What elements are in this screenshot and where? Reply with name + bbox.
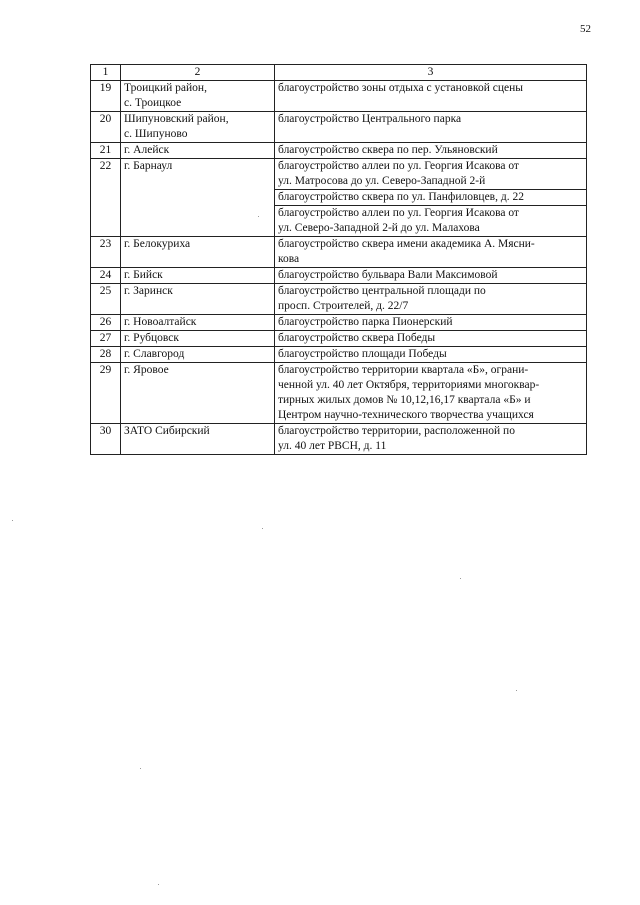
work-description-cell [275, 347, 587, 363]
locality-line: г. Заринск [124, 285, 173, 297]
locality-line: г. Яровое [124, 364, 169, 376]
table-row [91, 143, 587, 159]
locality-cell [121, 81, 275, 112]
work-description-line: благоустройство территории, расположенной по [278, 425, 515, 437]
row-number-cell: 24 [91, 268, 121, 284]
table-row [91, 81, 587, 112]
work-description-line: просп. Строителей, д. 22/7 [278, 300, 409, 312]
row-number-cell: 20 [91, 112, 121, 143]
locality-line: г. Славгород [124, 348, 185, 360]
table-row [91, 268, 587, 284]
table-row [91, 363, 587, 424]
locality-cell [121, 331, 275, 347]
work-description-cell [275, 268, 587, 284]
work-description-line: благоустройство бульвара Вали Максимовой [278, 269, 498, 281]
row-number-cell: 26 [91, 315, 121, 331]
row-number-cell: 23 [91, 237, 121, 268]
work-description-line: Центром научно-технического творчества учащихся [278, 409, 534, 421]
work-description-cell [275, 363, 587, 424]
locality-line: г. Новоалтайск [124, 316, 197, 328]
table-row [91, 424, 587, 455]
locality-line: с. Шипуново [124, 128, 188, 140]
row-number-cell: 30 [91, 424, 121, 455]
work-description-line: ул. Матросова до ул. Северо-Западной 2-й [278, 175, 486, 187]
work-description-line: благоустройство сквера по ул. Панфиловцев, д. 22 [278, 191, 524, 203]
table-row [91, 284, 587, 315]
work-description-cell [275, 190, 587, 206]
scan-speck [262, 528, 263, 529]
locality-cell [121, 112, 275, 143]
work-description-cell [275, 112, 587, 143]
work-description-line: благоустройство сквера имени академика А. Мясни- [278, 238, 535, 250]
work-description-line: благоустройство аллеи по ул. Георгия Исакова от [278, 160, 519, 172]
table-row [91, 159, 587, 190]
work-description-line: благоустройство зоны отдыха с установкой сцены [278, 82, 524, 94]
work-description-line: кова [278, 253, 300, 265]
scan-speck [140, 768, 141, 769]
column-header-number: 1 [91, 65, 121, 81]
table-row [91, 237, 587, 268]
scan-speck [460, 578, 461, 579]
scan-speck [516, 690, 517, 691]
locality-line: г. Бийск [124, 269, 163, 281]
work-description-line: тирных жилых домов № 10,12,16,17 квартала «Б» и [278, 394, 531, 406]
locality-cell [121, 159, 275, 237]
work-description-line: благоустройство сквера Победы [278, 332, 436, 344]
work-description-cell [275, 159, 587, 190]
locality-cell [121, 363, 275, 424]
row-number-cell: 29 [91, 363, 121, 424]
locality-line: г. Белокуриха [124, 238, 191, 250]
work-description-line: благоустройство сквера по пер. Ульяновский [278, 144, 498, 156]
locality-cell [121, 284, 275, 315]
table-header-row [91, 65, 587, 81]
locality-cell [121, 143, 275, 159]
locality-line: ЗАТО Сибирский [124, 425, 210, 437]
table-row [91, 315, 587, 331]
work-description-line: благоустройство центральной площади по [278, 285, 486, 297]
row-number-cell: 28 [91, 347, 121, 363]
locality-cell [121, 268, 275, 284]
row-number-cell: 22 [91, 159, 121, 237]
locality-cell [121, 237, 275, 268]
locality-line: г. Рубцовск [124, 332, 179, 344]
schedule-table [90, 64, 587, 455]
locality-line: Шипуновский район, [124, 113, 229, 125]
scan-speck [12, 520, 13, 521]
scan-speck [258, 216, 259, 217]
table-body [91, 81, 587, 455]
locality-cell [121, 424, 275, 455]
column-header-place: 2 [121, 65, 275, 81]
locality-line: с. Троицкое [124, 97, 182, 109]
locality-cell [121, 315, 275, 331]
schedule-table-container [90, 64, 586, 455]
work-description-line: ченной ул. 40 лет Октября, территориями многоквар- [278, 379, 540, 391]
work-description-line: благоустройство территории квартала «Б», ограни- [278, 364, 529, 376]
row-number-cell: 21 [91, 143, 121, 159]
locality-line: г. Алейск [124, 144, 170, 156]
work-description-line: благоустройство площади Победы [278, 348, 447, 360]
table-row [91, 347, 587, 363]
locality-cell [121, 347, 275, 363]
work-description-line: ул. 40 лет РВСН, д. 11 [278, 440, 387, 452]
work-description-cell [275, 237, 587, 268]
locality-line: г. Барнаул [124, 160, 173, 172]
row-number-cell: 27 [91, 331, 121, 347]
work-description-line: благоустройство аллеи по ул. Георгия Исакова от [278, 207, 519, 219]
work-description-cell [275, 81, 587, 112]
work-description-cell [275, 331, 587, 347]
locality-line: Троицкий район, [124, 82, 207, 94]
page-number: 52 [580, 23, 591, 35]
row-number-cell: 25 [91, 284, 121, 315]
work-description-cell [275, 143, 587, 159]
work-description-cell [275, 284, 587, 315]
work-description-line: ул. Северо-Западной 2-й до ул. Малахова [278, 222, 480, 234]
row-number-cell: 19 [91, 81, 121, 112]
table-row [91, 112, 587, 143]
work-description-line: благоустройство Центрального парка [278, 113, 462, 125]
work-description-line: благоустройство парка Пионерский [278, 316, 453, 328]
scan-speck [158, 884, 159, 885]
table-row [91, 331, 587, 347]
work-description-cell [275, 424, 587, 455]
work-description-cell [275, 315, 587, 331]
work-description-cell [275, 206, 587, 237]
column-header-work: 3 [275, 65, 587, 81]
